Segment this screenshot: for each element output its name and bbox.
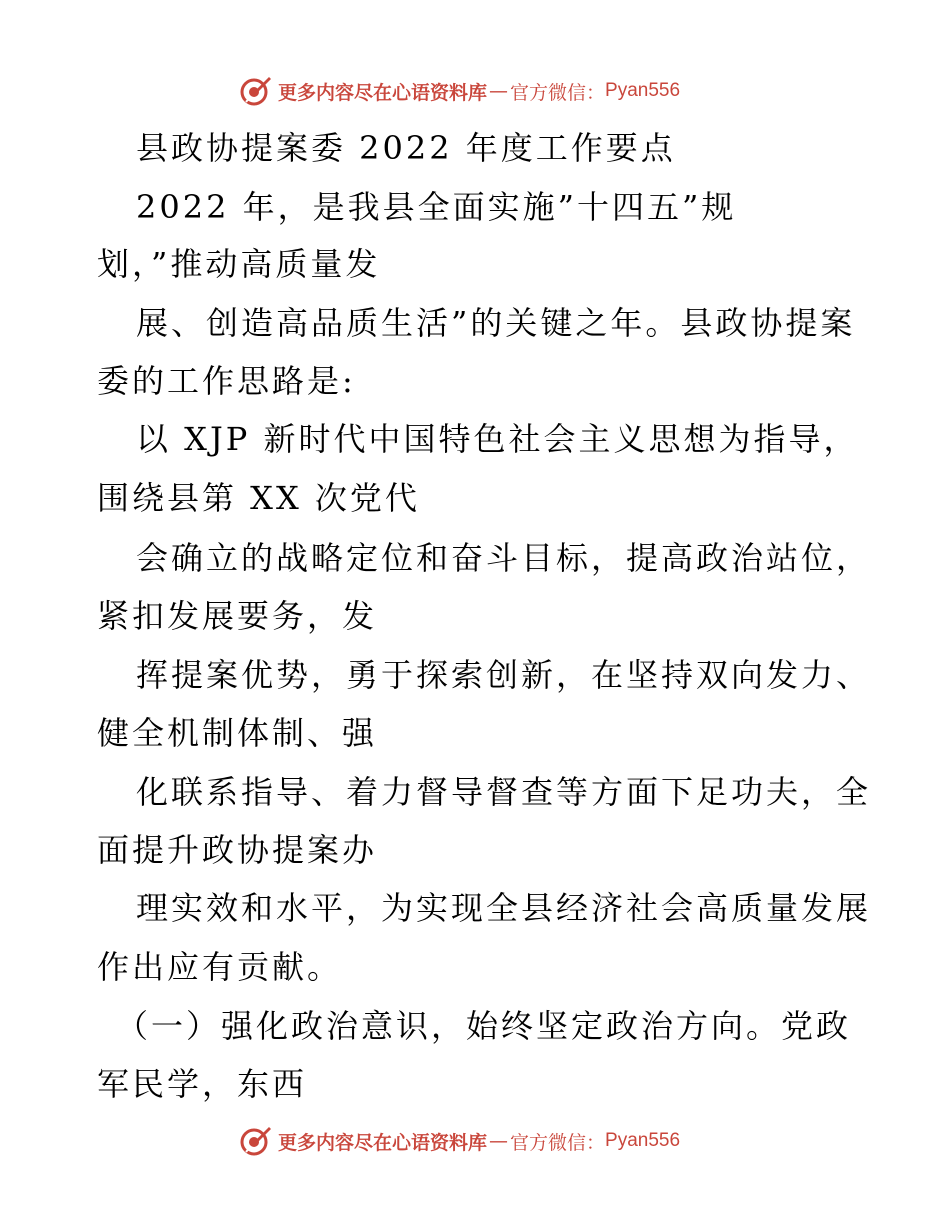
watermark-slogan: 更多内容尽在心语资料库 bbox=[278, 81, 488, 104]
paragraph-line: 挥提案优势，勇于探索创新，在坚持双向发力、 bbox=[136, 656, 872, 694]
paragraph-line: 作出应有贡献。 bbox=[97, 948, 343, 986]
pen-logo-icon bbox=[238, 1124, 272, 1158]
watermark-wechat-id: Pyan556 bbox=[605, 80, 681, 101]
watermark-slogan: 更多内容尽在心语资料库 bbox=[278, 1131, 488, 1154]
paragraph-line: 军民学，东西 bbox=[97, 1065, 308, 1103]
pen-logo-icon bbox=[238, 74, 272, 108]
paragraph-line: 理实效和水平，为实现全县经济社会高质量发展 bbox=[136, 889, 872, 927]
paragraph-line: 健全机制体制、强 bbox=[97, 714, 378, 752]
watermark-official-label: 官方微信： bbox=[510, 81, 606, 104]
paragraph-line: 会确立的战略定位和奋斗目标，提高政治站位， bbox=[136, 539, 872, 577]
paragraph-line: 面提升政协提案办 bbox=[97, 831, 378, 869]
watermark-wechat-id: Pyan556 bbox=[605, 1130, 681, 1151]
document-title: 县政协提案委 2022 年度工作要点 bbox=[136, 129, 676, 167]
header-watermark bbox=[238, 74, 680, 108]
paragraph-line: 化联系指导、着力督导督查等方面下足功夫，全 bbox=[136, 773, 872, 811]
paragraph-line: 以 XJP 新时代中国特色社会主义思想为指导， bbox=[136, 420, 859, 458]
paragraph-line: 围绕县第 XX 次党代 bbox=[97, 479, 420, 517]
paragraph-line: 展、创造高品质生活”的关键之年。县政协提案 bbox=[136, 304, 856, 342]
footer-watermark bbox=[238, 1124, 680, 1158]
watermark-separator: — bbox=[489, 80, 509, 102]
section-heading-line: （一）强化政治意识，始终坚定政治方向。党政 bbox=[116, 1007, 852, 1045]
paragraph-line: 紧扣发展要务，发 bbox=[97, 597, 378, 635]
watermark-official-label: 官方微信： bbox=[510, 1131, 606, 1154]
watermark-separator: — bbox=[489, 1130, 509, 1152]
paragraph-line: 划，”推动高质量发 bbox=[97, 245, 381, 283]
paragraph-line: 2022 年，是我县全面实施”十四五”规 bbox=[136, 188, 737, 226]
paragraph-line: 委的工作思路是: bbox=[97, 362, 356, 400]
